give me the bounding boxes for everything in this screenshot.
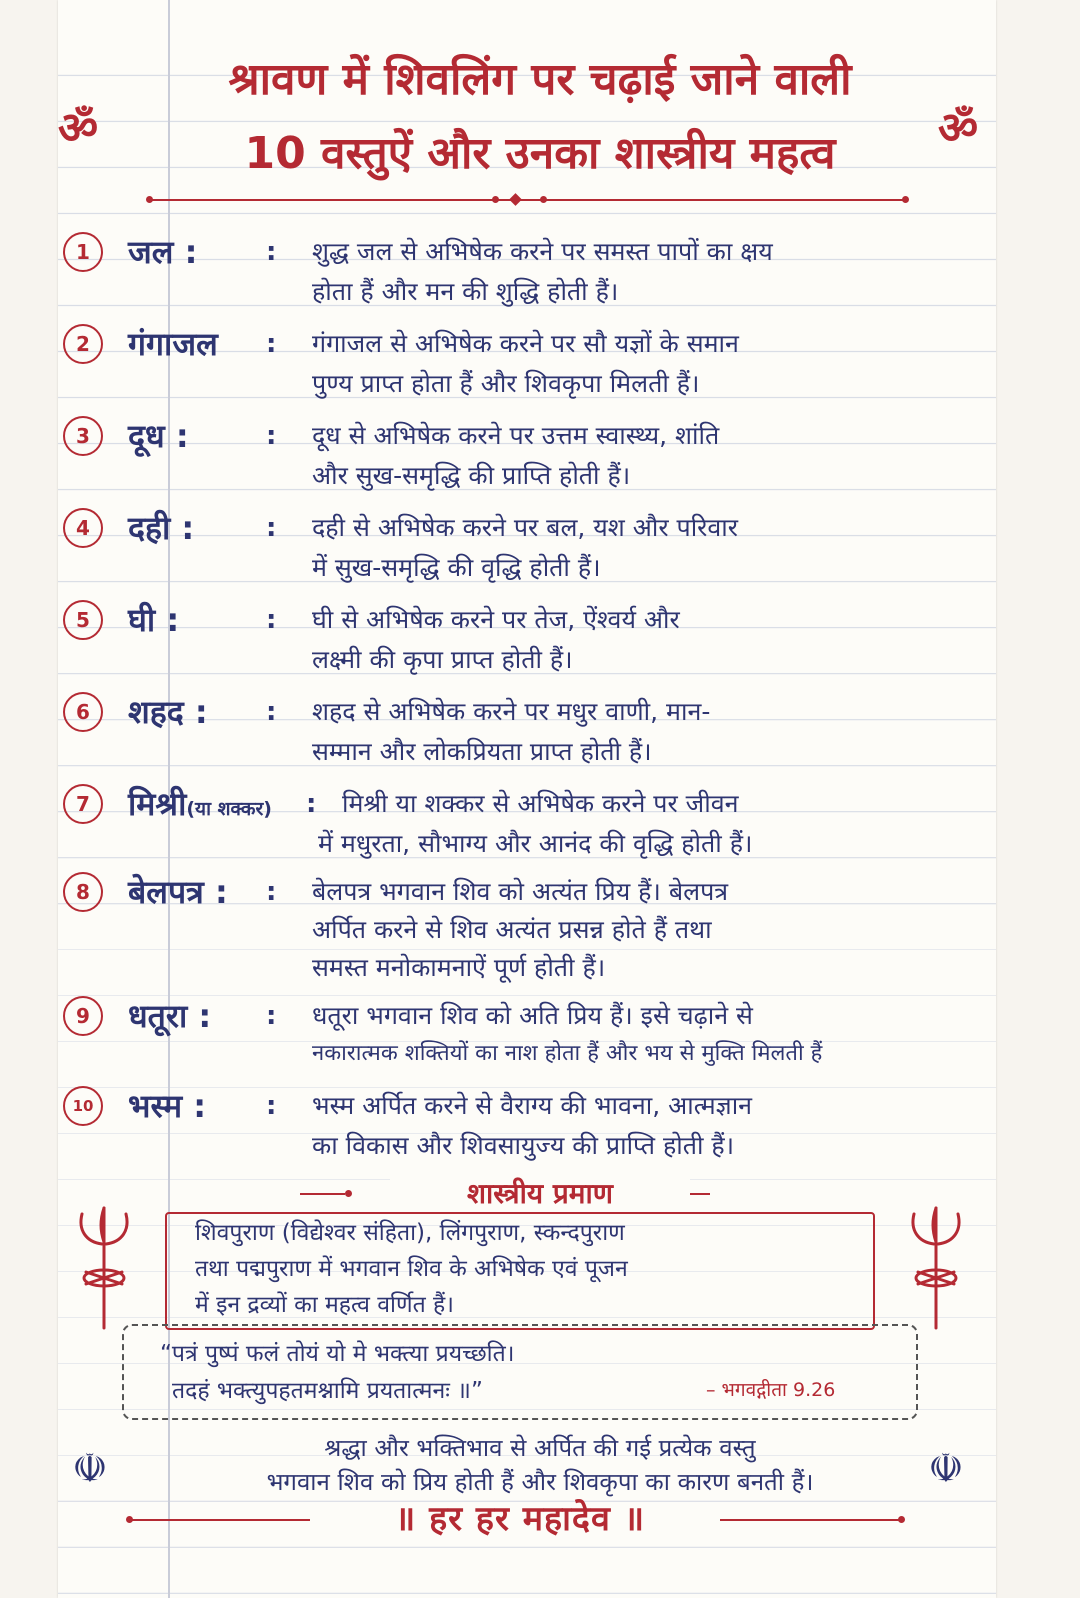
item-desc-line-1: घी से अभिषेक करने पर तेज, ऐंश्वर्य और [312, 605, 680, 634]
item-name: बेलपत्र : [128, 873, 228, 911]
item-desc-line-1: गंगाजल से अभिषेक करने पर सौ यज्ञों के समान [312, 329, 739, 358]
trishul-icon-right [904, 1200, 968, 1330]
item-number: 7 [63, 784, 103, 824]
verse-attribution: – भगवद्गीता 9.26 [706, 1379, 836, 1401]
reference-line-1: शिवपुराण (विद्येश्वर संहिता), लिंगपुराण, स्कन्दपुराण [195, 1220, 625, 1246]
item-name: घी : [128, 601, 180, 639]
item-desc-line-2: सम्मान और लोकप्रियता प्राप्त होती हैं। [312, 737, 652, 766]
footer-har-har-mahadev: ॥ हर हर महादेव ॥ [394, 1499, 646, 1539]
item-desc-line-1: मिश्री या शक्कर से अभिषेक करने पर जीवन [342, 789, 739, 818]
item-name: दही : [128, 509, 195, 547]
item-name: जल : [128, 233, 198, 271]
item-colon: : [266, 697, 277, 727]
item-desc-line-1: भस्म अर्पित करने से वैराग्य की भावना, आत्मज्ञान [312, 1091, 753, 1120]
item-desc-line-2: और सुख-समृद्धि की प्राप्ति होती हैं। [312, 461, 631, 490]
item-desc-line-1: दही से अभिषेक करने पर बल, यश और परिवार [312, 513, 738, 542]
item-desc-line-1: शहद से अभिषेक करने पर मधुर वाणी, मान- [312, 697, 711, 726]
trishul-icon-left [72, 1200, 136, 1330]
item-colon: : [266, 237, 277, 267]
item-number: 8 [63, 872, 103, 912]
item-desc-line-2: में मधुरता, सौभाग्य और आनंद की वृद्धि होती हैं। [318, 829, 753, 858]
item-number: 10 [63, 1086, 103, 1126]
item-colon: : [266, 605, 277, 635]
item-number: 9 [63, 996, 103, 1036]
verse-line-2: तदहं भक्त्युपहतमश्नामि प्रयतात्मनः ॥” [172, 1378, 483, 1404]
item-name: धतूरा : [128, 997, 212, 1035]
item-name-main: मिश्री [128, 785, 187, 823]
trishul-small-icon-left: ☫ [72, 1446, 108, 1492]
item-colon: : [266, 513, 277, 543]
item-name: भस्म : [128, 1087, 207, 1125]
item-desc-line-1: धतूरा भगवान शिव को अति प्रिय हैं। इसे चढ़ाने से [312, 1001, 753, 1030]
reference-text [195, 1215, 875, 1323]
item-desc-line-2: पुण्य प्राप्त होता हैं और शिवकृपा मिलती हैं। [312, 369, 700, 398]
reference-title: शास्त्रीय प्रमाण [390, 1174, 690, 1212]
closing-line-2: भगवान शिव को प्रिय होती हैं और शिवकृपा का कारण बनती हैं। [266, 1468, 814, 1496]
om-icon-left: ॐ [58, 103, 99, 154]
item-number: 6 [63, 692, 103, 732]
verse-line-1: “पत्रं पुष्पं फलं तोयं यो मे भक्त्या प्रयच्छति। [160, 1341, 515, 1367]
closing-line-1: श्रद्धा और भक्तिभाव से अर्पित की गई प्रत्येक वस्तु [324, 1434, 756, 1462]
item-colon: : [306, 789, 317, 819]
item-desc-line-2: होता हैं और मन की शुद्धि होती हैं। [312, 277, 619, 306]
item-colon: : [266, 421, 277, 451]
item-number: 4 [63, 508, 103, 548]
item-desc-line-2: अर्पित करने से शिव अत्यंत प्रसन्न होते हैं तथा [312, 915, 712, 944]
item-colon: : [266, 1091, 277, 1121]
title-line-2: 10 वस्तुऐं और उनका शास्त्रीय महत्व [244, 128, 836, 179]
item-name-paren: (या शक्कर) [186, 798, 272, 820]
item-number: 3 [63, 416, 103, 456]
item-number: 5 [63, 600, 103, 640]
item-desc-line-3: समस्त मनोकामनाऐं पूर्ण होती हैं। [312, 953, 606, 982]
item-colon: : [266, 1001, 277, 1031]
item-desc-line-1: बेलपत्र भगवान शिव को अत्यंत प्रिय हैं। बेलपत्र [312, 877, 729, 906]
reference-line-2: तथा पद्मपुराण में भगवान शिव के अभिषेक एवं पूजन [195, 1256, 628, 1282]
item-number: 2 [63, 324, 103, 364]
item-desc-line-2: में सुख-समृद्धि की वृद्धि होती हैं। [312, 553, 601, 582]
om-icon-right: ॐ [938, 103, 979, 154]
trishul-small-icon-right: ☫ [928, 1446, 964, 1492]
item-desc-line-2: लक्ष्मी की कृपा प्राप्त होती हैं। [312, 645, 573, 674]
item-name: शहद : [128, 693, 208, 731]
item-name [128, 784, 272, 829]
item-desc-line-2: का विकास और शिवसायुज्य की प्राप्ति होती हैं। [312, 1131, 735, 1160]
item-name: गंगाजल [128, 325, 218, 363]
reference-line-3: में इन द्रव्यों का महत्व वर्णित हैं। [195, 1292, 454, 1318]
item-desc-line-1: शुद्ध जल से अभिषेक करने पर समस्त पापों का क्षय [312, 237, 773, 266]
item-colon: : [266, 877, 277, 907]
item-desc-line-2: नकारात्मक शक्तियों का नाश होता हैं और भय से मुक्ति मिलती हैं [312, 1041, 823, 1066]
item-name: दूध : [128, 417, 189, 455]
title-line-1: श्रावण में शिवलिंग पर चढ़ाई जाने वाली [228, 54, 852, 105]
item-colon: : [266, 329, 277, 359]
item-desc-line-1: दूध से अभिषेक करने पर उत्तम स्वास्थ्य, शांति [312, 421, 720, 450]
item-number: 1 [63, 232, 103, 272]
